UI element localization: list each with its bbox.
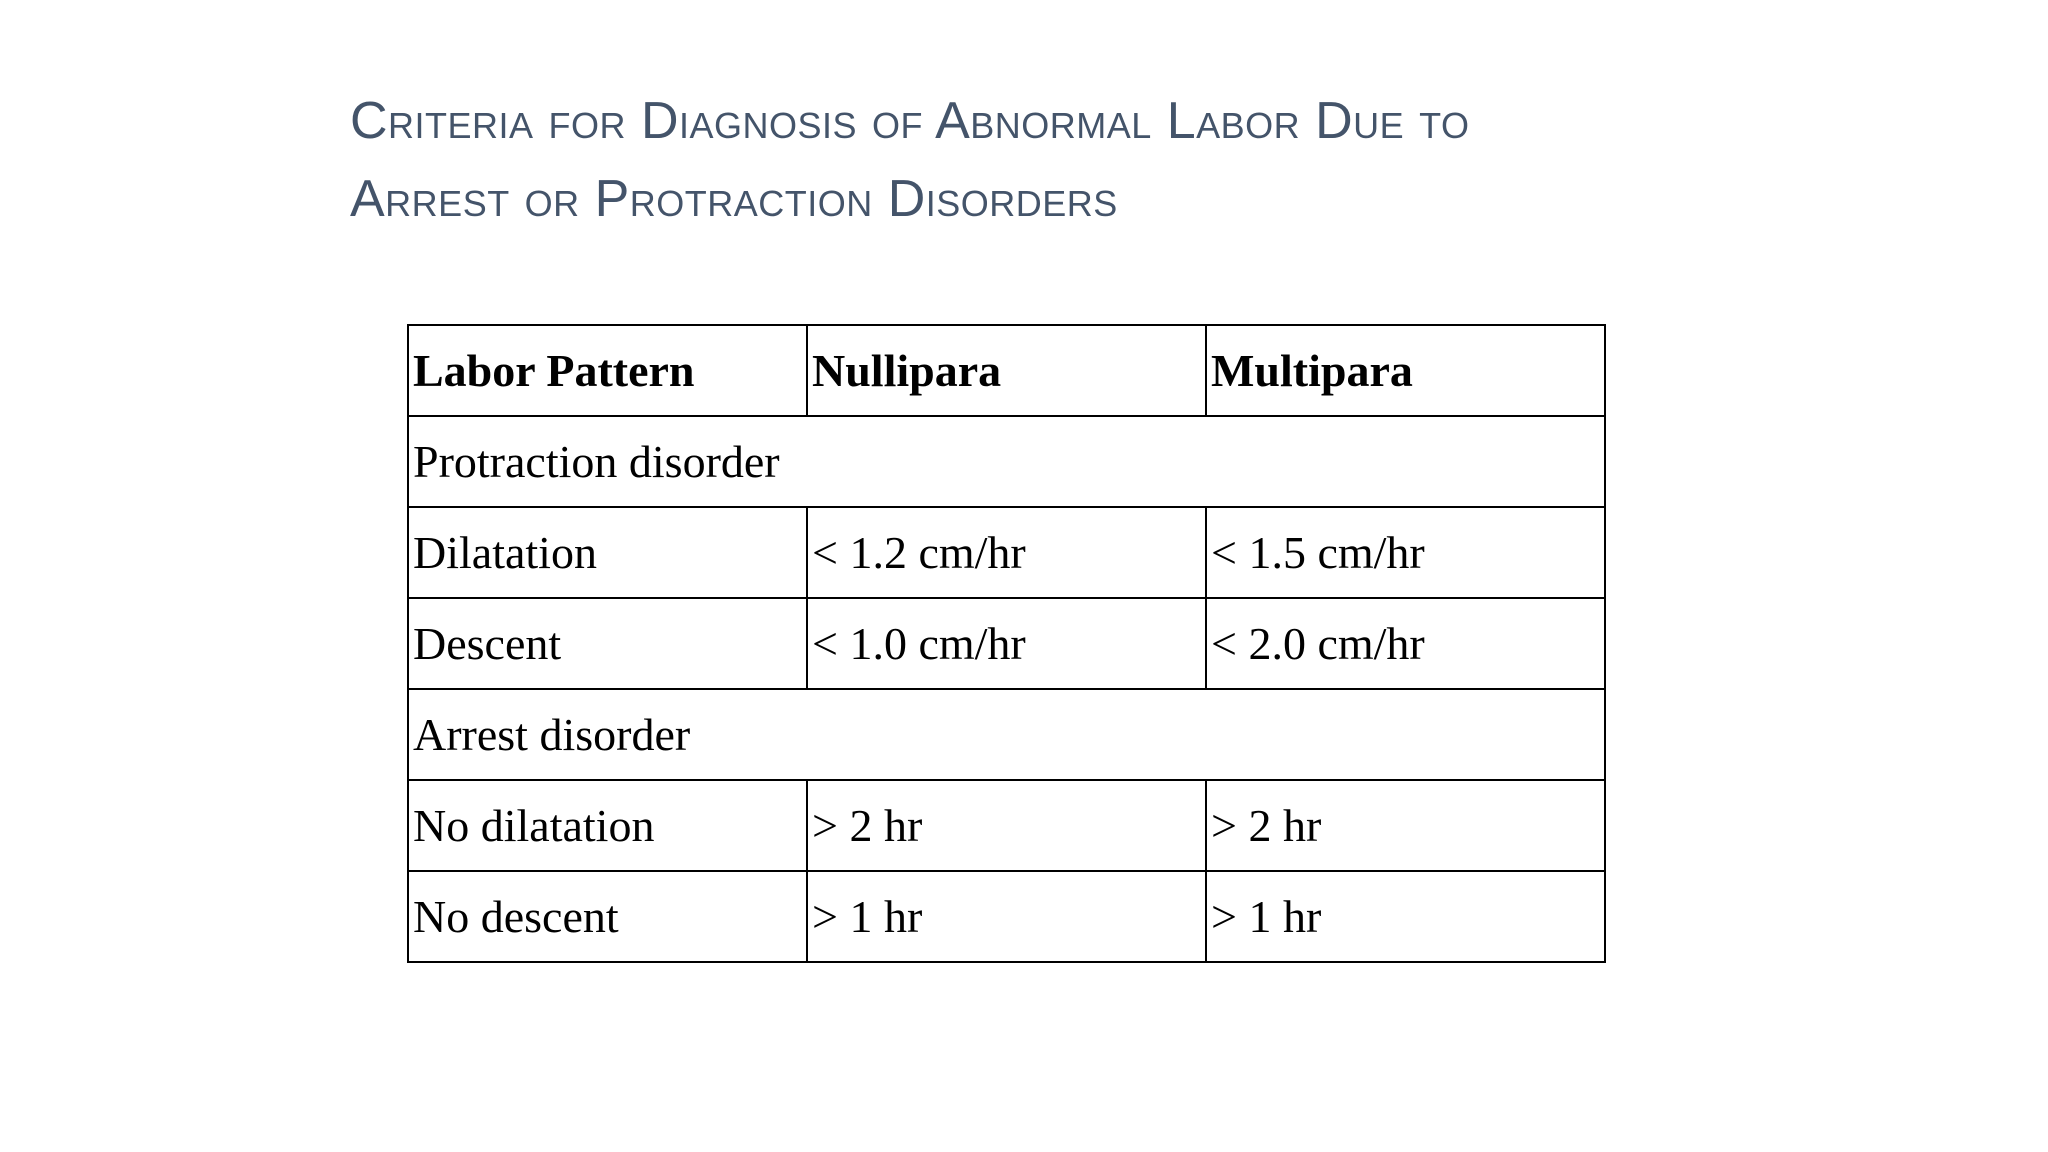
section-row-arrest [408,689,1605,780]
header-labor-pattern: Labor Pattern [408,325,807,416]
section-row-protraction [408,416,1605,507]
row-pattern: Dilatation [408,507,807,598]
row-pattern: Descent [408,598,807,689]
header-nullipara: Nullipara [807,325,1206,416]
row-nullipara: > 1 hr [807,871,1206,962]
section-label: Arrest disorder [408,689,1605,780]
header-multipara: Multipara [1206,325,1605,416]
row-multipara: > 1 hr [1206,871,1605,962]
slide-title [350,82,1750,238]
row-pattern: No dilatation [408,780,807,871]
table-row [408,780,1605,871]
table-header-row [408,325,1605,416]
table-row [408,598,1605,689]
slide-title-line-1: Criteria for Diagnosis of Abnormal Labor Due to [350,92,1470,150]
table-row [408,871,1605,962]
criteria-table [407,324,1606,963]
row-nullipara: < 1.0 cm/hr [807,598,1206,689]
row-nullipara: > 2 hr [807,780,1206,871]
row-pattern: No descent [408,871,807,962]
row-nullipara: < 1.2 cm/hr [807,507,1206,598]
table-row [408,507,1605,598]
row-multipara: < 1.5 cm/hr [1206,507,1605,598]
row-multipara: > 2 hr [1206,780,1605,871]
section-label: Protraction disorder [408,416,1605,507]
slide-title-line-2: Arrest or Protraction Disorders [350,170,1118,228]
row-multipara: < 2.0 cm/hr [1206,598,1605,689]
